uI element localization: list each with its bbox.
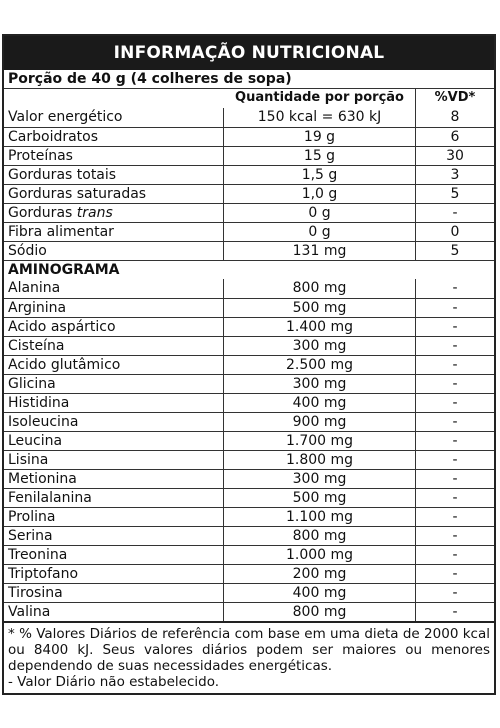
column-header-row	[4, 89, 494, 108]
nutrient-quantity: 500 mg	[224, 489, 416, 507]
nutrient-vd: 8	[450, 109, 460, 125]
nutrient-name	[4, 166, 224, 184]
nutrient-vd: 5	[450, 243, 460, 259]
nutrient-name-text: Isoleucina	[8, 414, 79, 430]
table-row	[4, 355, 494, 374]
nutrient-quantity: 1,5 g	[224, 166, 416, 184]
nutrient-name-italic: trans	[76, 205, 113, 221]
nutrient-name	[4, 204, 224, 222]
table-row	[4, 602, 494, 621]
nutrient-vd: -	[452, 547, 458, 563]
nutrient-name-text: Fenilalanina	[8, 490, 92, 506]
nutrient-vd: -	[452, 509, 458, 525]
nutrient-vd: 6	[450, 129, 460, 145]
nutrient-quantity: 150 kcal = 630 kJ	[224, 108, 416, 127]
nutrient-quantity: 1.400 mg	[224, 318, 416, 336]
nutrient-vd: 3	[450, 167, 460, 183]
header-nutrient-cell	[4, 89, 224, 108]
header-quantity: Quantidade por porção	[224, 89, 416, 108]
nutrient-name-text: Lisina	[8, 452, 49, 468]
nutrient-name-text: Arginina	[8, 300, 67, 316]
portion-size: Porção de 40 g (4 colheres de sopa)	[4, 70, 494, 89]
nutrient-quantity: 800 mg	[224, 527, 416, 545]
nutrient-name	[4, 584, 224, 602]
table-row	[4, 507, 494, 526]
nutrient-name-text: Gorduras saturadas	[8, 186, 147, 202]
nutrient-name	[4, 508, 224, 526]
nutrient-vd: -	[452, 471, 458, 487]
nutrient-name-text: Gorduras	[8, 205, 77, 221]
nutrient-quantity: 300 mg	[224, 337, 416, 355]
table-row	[4, 241, 494, 260]
table-row	[4, 374, 494, 393]
nutrient-vd: -	[452, 452, 458, 468]
footnote-reference: * % Valores Diários de referência com base em uma dieta de 2000 kcal ou 8400 kJ. Seus valores diários podem ser maiores ou menores dependendo de suas necessidades energéticas.	[8, 626, 490, 674]
nutrient-name-text: Triptofano	[8, 566, 79, 582]
nutrient-name-text: Glicina	[8, 376, 56, 392]
nutrient-vd: -	[452, 433, 458, 449]
nutrient-name-text: Acido aspártico	[8, 319, 116, 335]
table-row	[4, 165, 494, 184]
nutrient-vd: -	[452, 319, 458, 335]
nutrient-name-text: Treonina	[8, 547, 68, 563]
nutrient-quantity: 1.800 mg	[224, 451, 416, 469]
nutrient-name	[4, 242, 224, 260]
footnote-not-established: - Valor Diário não estabelecido.	[8, 674, 220, 690]
aminogram-rows	[4, 279, 494, 621]
nutrient-quantity: 300 mg	[224, 470, 416, 488]
nutrient-vd: 0	[450, 224, 460, 240]
nutrient-name	[4, 565, 224, 583]
nutrient-quantity: 500 mg	[224, 299, 416, 317]
nutrient-quantity: 800 mg	[224, 279, 416, 298]
nutrient-name-text: Valor energético	[8, 109, 123, 125]
nutrient-name-text: Carboidratos	[8, 129, 99, 145]
nutrient-vd: 30	[446, 148, 464, 164]
table-title: INFORMAÇÃO NUTRICIONAL	[4, 36, 494, 70]
table-row	[4, 564, 494, 583]
nutrient-vd: -	[452, 300, 458, 316]
nutrient-vd: -	[452, 376, 458, 392]
nutrient-vd: -	[452, 395, 458, 411]
table-row	[4, 222, 494, 241]
table-row	[4, 450, 494, 469]
nutrient-quantity: 200 mg	[224, 565, 416, 583]
nutrient-quantity: 0 g	[224, 223, 416, 241]
nutrient-vd: -	[452, 280, 458, 296]
table-row	[4, 469, 494, 488]
nutrient-name	[4, 470, 224, 488]
nutrient-name-text: Leucina	[8, 433, 63, 449]
nutrient-name	[4, 451, 224, 469]
table-row	[4, 526, 494, 545]
nutrient-name	[4, 337, 224, 355]
nutrient-name	[4, 356, 224, 374]
nutrient-name-text: Prolina	[8, 509, 56, 525]
nutrient-name	[4, 375, 224, 393]
nutrient-vd: 5	[450, 186, 460, 202]
table-row	[4, 279, 494, 298]
nutrient-vd: -	[452, 357, 458, 373]
table-row	[4, 317, 494, 336]
nutrient-vd: -	[452, 585, 458, 601]
footnote	[4, 621, 494, 693]
nutrient-vd: -	[452, 528, 458, 544]
nutrient-quantity: 131 mg	[224, 242, 416, 260]
nutrient-quantity: 400 mg	[224, 394, 416, 412]
table-row	[4, 184, 494, 203]
table-row	[4, 203, 494, 222]
nutrient-vd: -	[452, 490, 458, 506]
nutrient-name-text: Acido glutâmico	[8, 357, 121, 373]
table-row	[4, 298, 494, 317]
nutrient-name-text: Tirosina	[8, 585, 63, 601]
nutrient-name	[4, 318, 224, 336]
nutrient-name	[4, 413, 224, 431]
nutrient-quantity: 19 g	[224, 128, 416, 146]
nutrient-name-text: Serina	[8, 528, 53, 544]
nutrient-name	[4, 299, 224, 317]
table-row	[4, 127, 494, 146]
nutrient-quantity: 1,0 g	[224, 185, 416, 203]
nutrient-vd: -	[452, 566, 458, 582]
nutrient-name	[4, 527, 224, 545]
nutrient-quantity: 15 g	[224, 147, 416, 165]
nutrition-facts-table	[2, 34, 496, 695]
header-vd: %VD*	[434, 90, 476, 105]
nutrient-vd: -	[452, 205, 458, 221]
nutrient-name	[4, 603, 224, 621]
nutrient-vd: -	[452, 604, 458, 620]
nutrient-vd: -	[452, 414, 458, 430]
table-row	[4, 146, 494, 165]
table-row	[4, 431, 494, 450]
nutrient-quantity: 1.700 mg	[224, 432, 416, 450]
nutrient-name-text: Valina	[8, 604, 51, 620]
table-row	[4, 545, 494, 564]
nutrient-name	[4, 223, 224, 241]
nutrient-name-text: Cisteína	[8, 338, 65, 354]
nutrient-name	[4, 432, 224, 450]
nutrient-name	[4, 489, 224, 507]
nutrient-name-text: Fibra alimentar	[8, 224, 114, 240]
nutrient-name	[4, 279, 224, 298]
nutrient-quantity: 400 mg	[224, 584, 416, 602]
table-row	[4, 336, 494, 355]
nutrient-name-text: Sódio	[8, 243, 47, 259]
table-row	[4, 412, 494, 431]
nutrient-name-text: Alanina	[8, 280, 61, 296]
nutrient-rows	[4, 108, 494, 260]
table-row	[4, 393, 494, 412]
nutrient-name-text: Proteínas	[8, 148, 73, 164]
aminogram-title: AMINOGRAMA	[4, 260, 494, 279]
nutrient-name-text: Gorduras totais	[8, 167, 117, 183]
table-row	[4, 583, 494, 602]
nutrient-quantity: 1.000 mg	[224, 546, 416, 564]
nutrient-name	[4, 147, 224, 165]
nutrient-name	[4, 108, 224, 127]
nutrient-name-text: Histidina	[8, 395, 70, 411]
nutrient-name	[4, 546, 224, 564]
nutrient-name	[4, 128, 224, 146]
table-row	[4, 488, 494, 507]
nutrient-name-text: Metionina	[8, 471, 77, 487]
nutrient-quantity: 800 mg	[224, 603, 416, 621]
nutrient-quantity: 2.500 mg	[224, 356, 416, 374]
nutrient-name	[4, 394, 224, 412]
nutrient-quantity: 0 g	[224, 204, 416, 222]
nutrient-name	[4, 185, 224, 203]
table-row	[4, 108, 494, 127]
nutrient-quantity: 1.100 mg	[224, 508, 416, 526]
nutrient-vd: -	[452, 338, 458, 354]
nutrient-quantity: 900 mg	[224, 413, 416, 431]
nutrient-quantity: 300 mg	[224, 375, 416, 393]
